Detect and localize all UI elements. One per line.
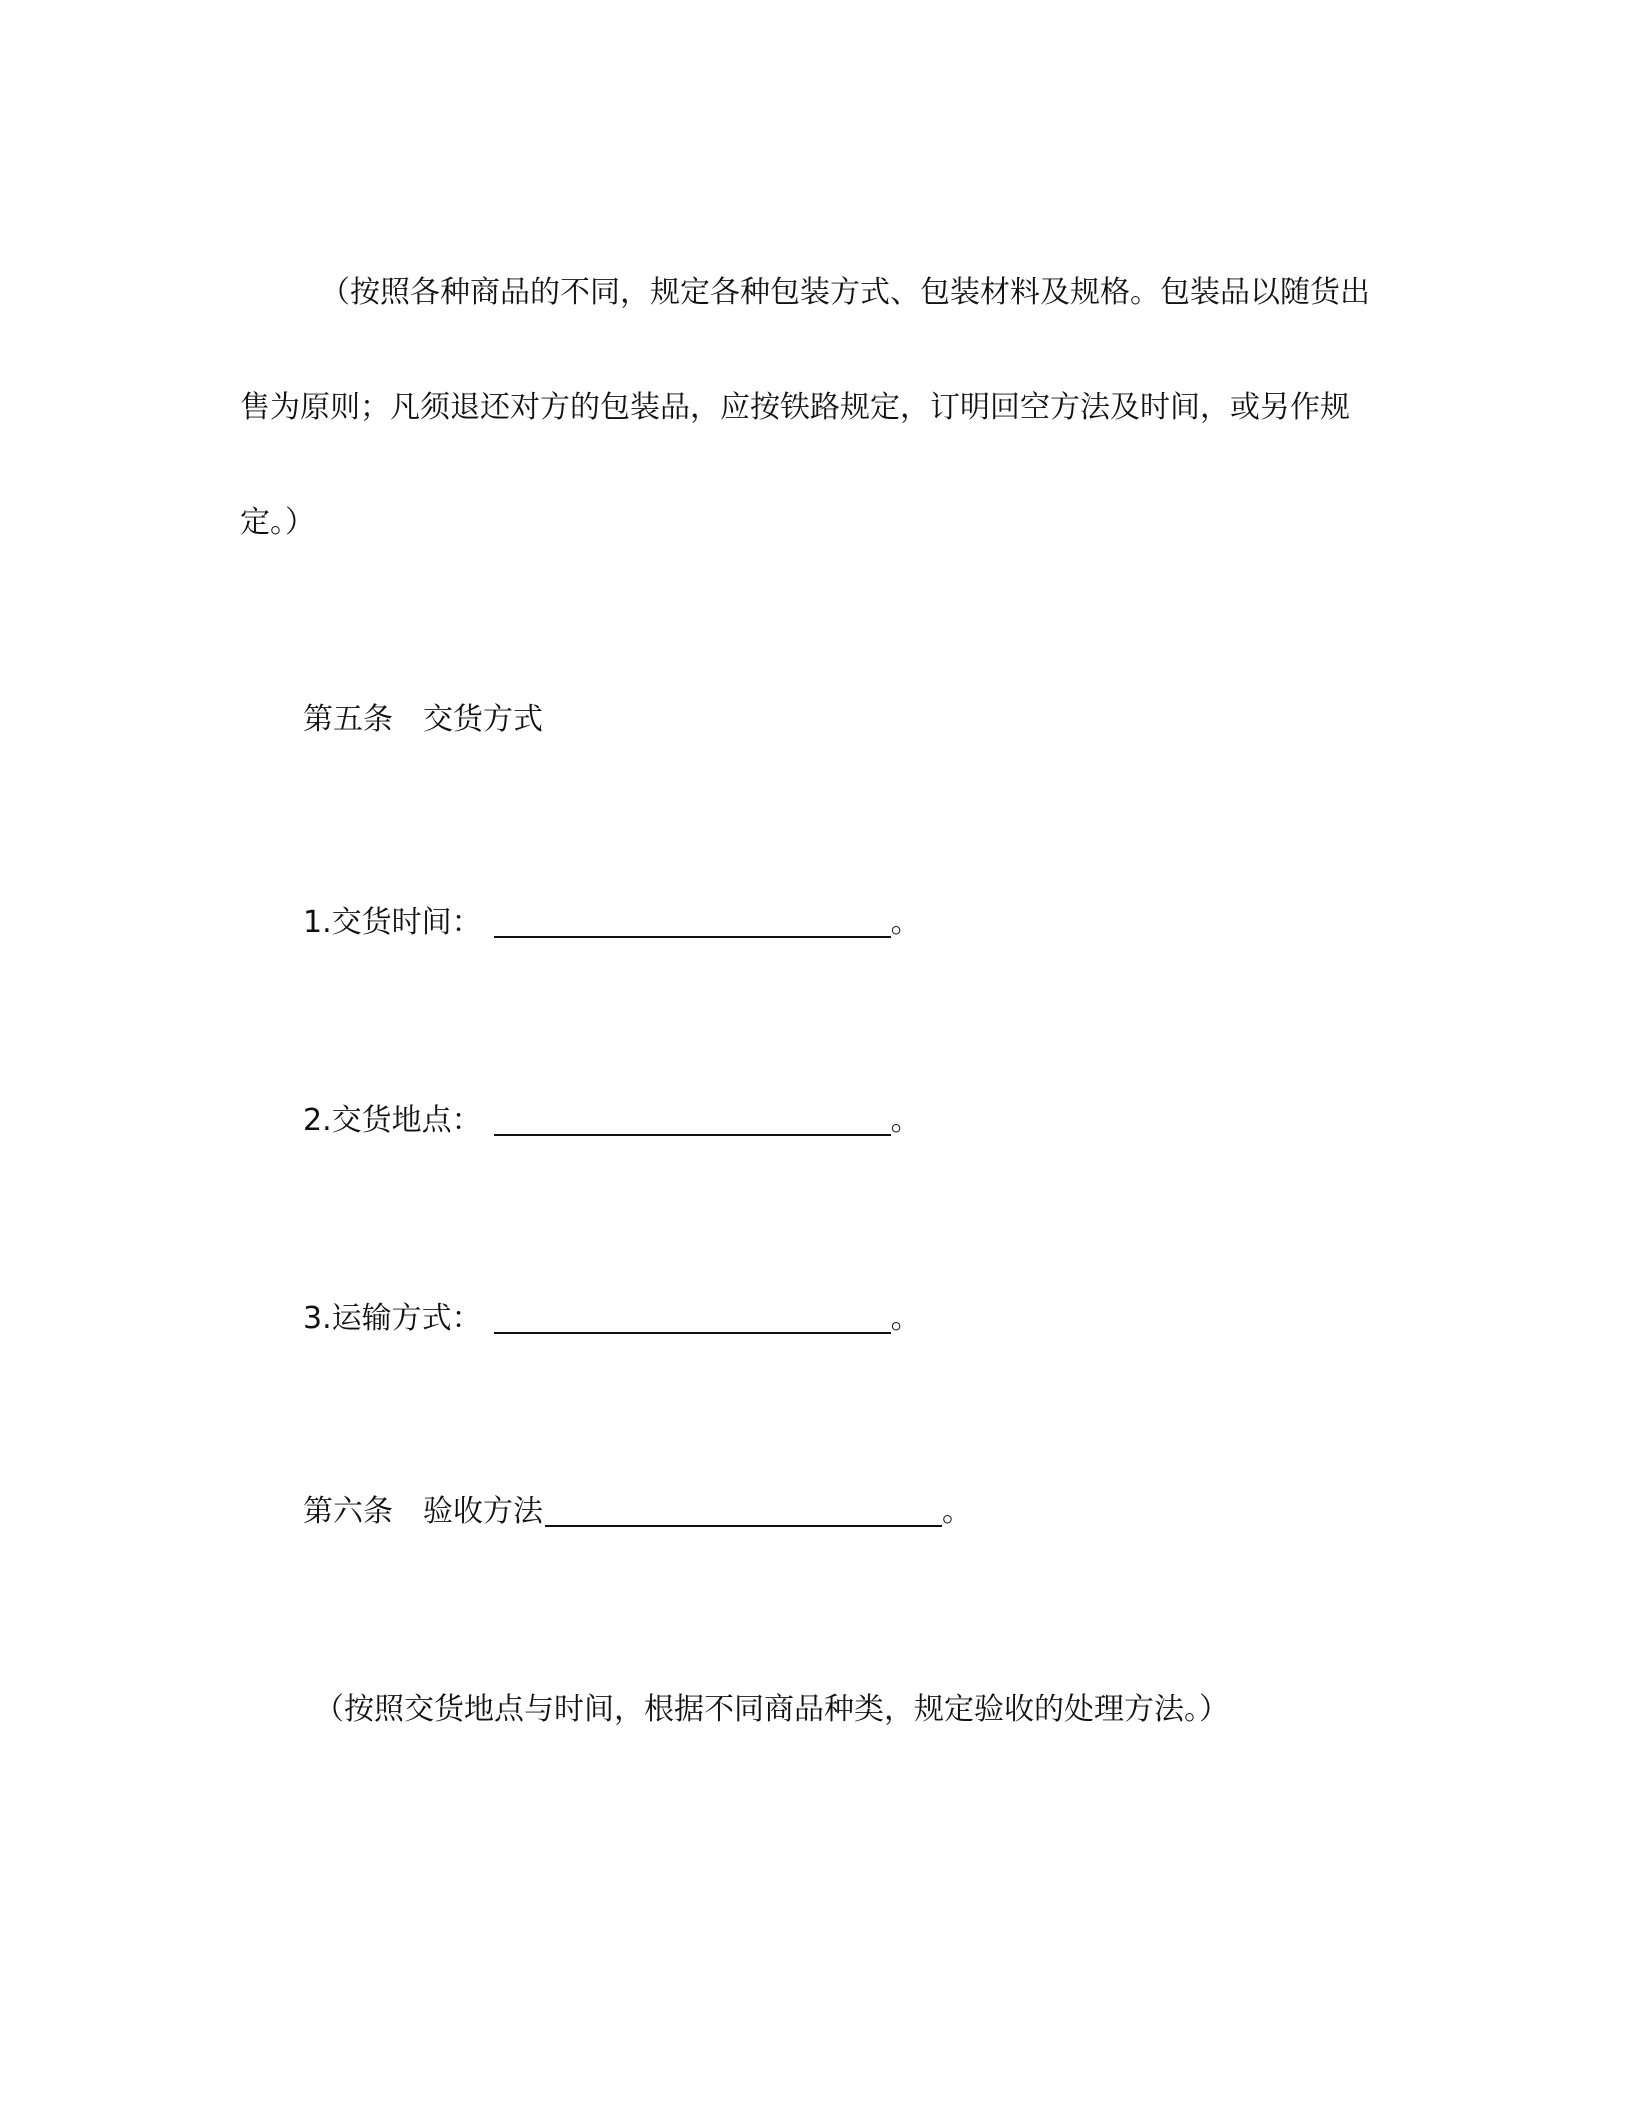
delivery-place-period: 。 <box>890 1103 921 1138</box>
transport-method-period: 。 <box>890 1301 921 1336</box>
delivery-place-label: 2.交货地点： <box>303 1103 482 1138</box>
transport-method-blank-line[interactable] <box>494 1302 891 1334</box>
article-6-heading <box>303 1492 972 1532</box>
article-5-title: 交货方式 <box>423 702 543 737</box>
delivery-place-field <box>303 1101 921 1141</box>
inspection-method-period: 。 <box>942 1494 972 1529</box>
inspection-method-blank-line[interactable] <box>545 1495 942 1527</box>
article-5-heading <box>303 700 543 740</box>
delivery-place-blank-line[interactable] <box>494 1104 891 1136</box>
article-6-title: 验收方法 <box>423 1494 543 1529</box>
article-5-number: 第五条 <box>303 702 393 737</box>
delivery-time-blank-line[interactable] <box>494 906 891 938</box>
transport-method-field <box>303 1299 921 1339</box>
delivery-time-field <box>303 903 921 943</box>
delivery-time-label: 1.交货时间： <box>303 905 482 940</box>
transport-method-label: 3.运输方式： <box>303 1301 482 1336</box>
inspection-note: （按照交货地点与时间，根据不同商品种类，规定验收的处理方法。） <box>314 1692 1229 1727</box>
packaging-note-paragraph: （按照各种商品的不同，规定各种包装方式、包装材料及规格。包装品以随货出售为原则；凡须退还对方的包装品，应按铁路规定，订明回空方法及时间，或另作规定。） <box>240 275 1370 540</box>
delivery-time-period: 。 <box>890 905 921 940</box>
article-6-number: 第六条 <box>303 1494 393 1529</box>
